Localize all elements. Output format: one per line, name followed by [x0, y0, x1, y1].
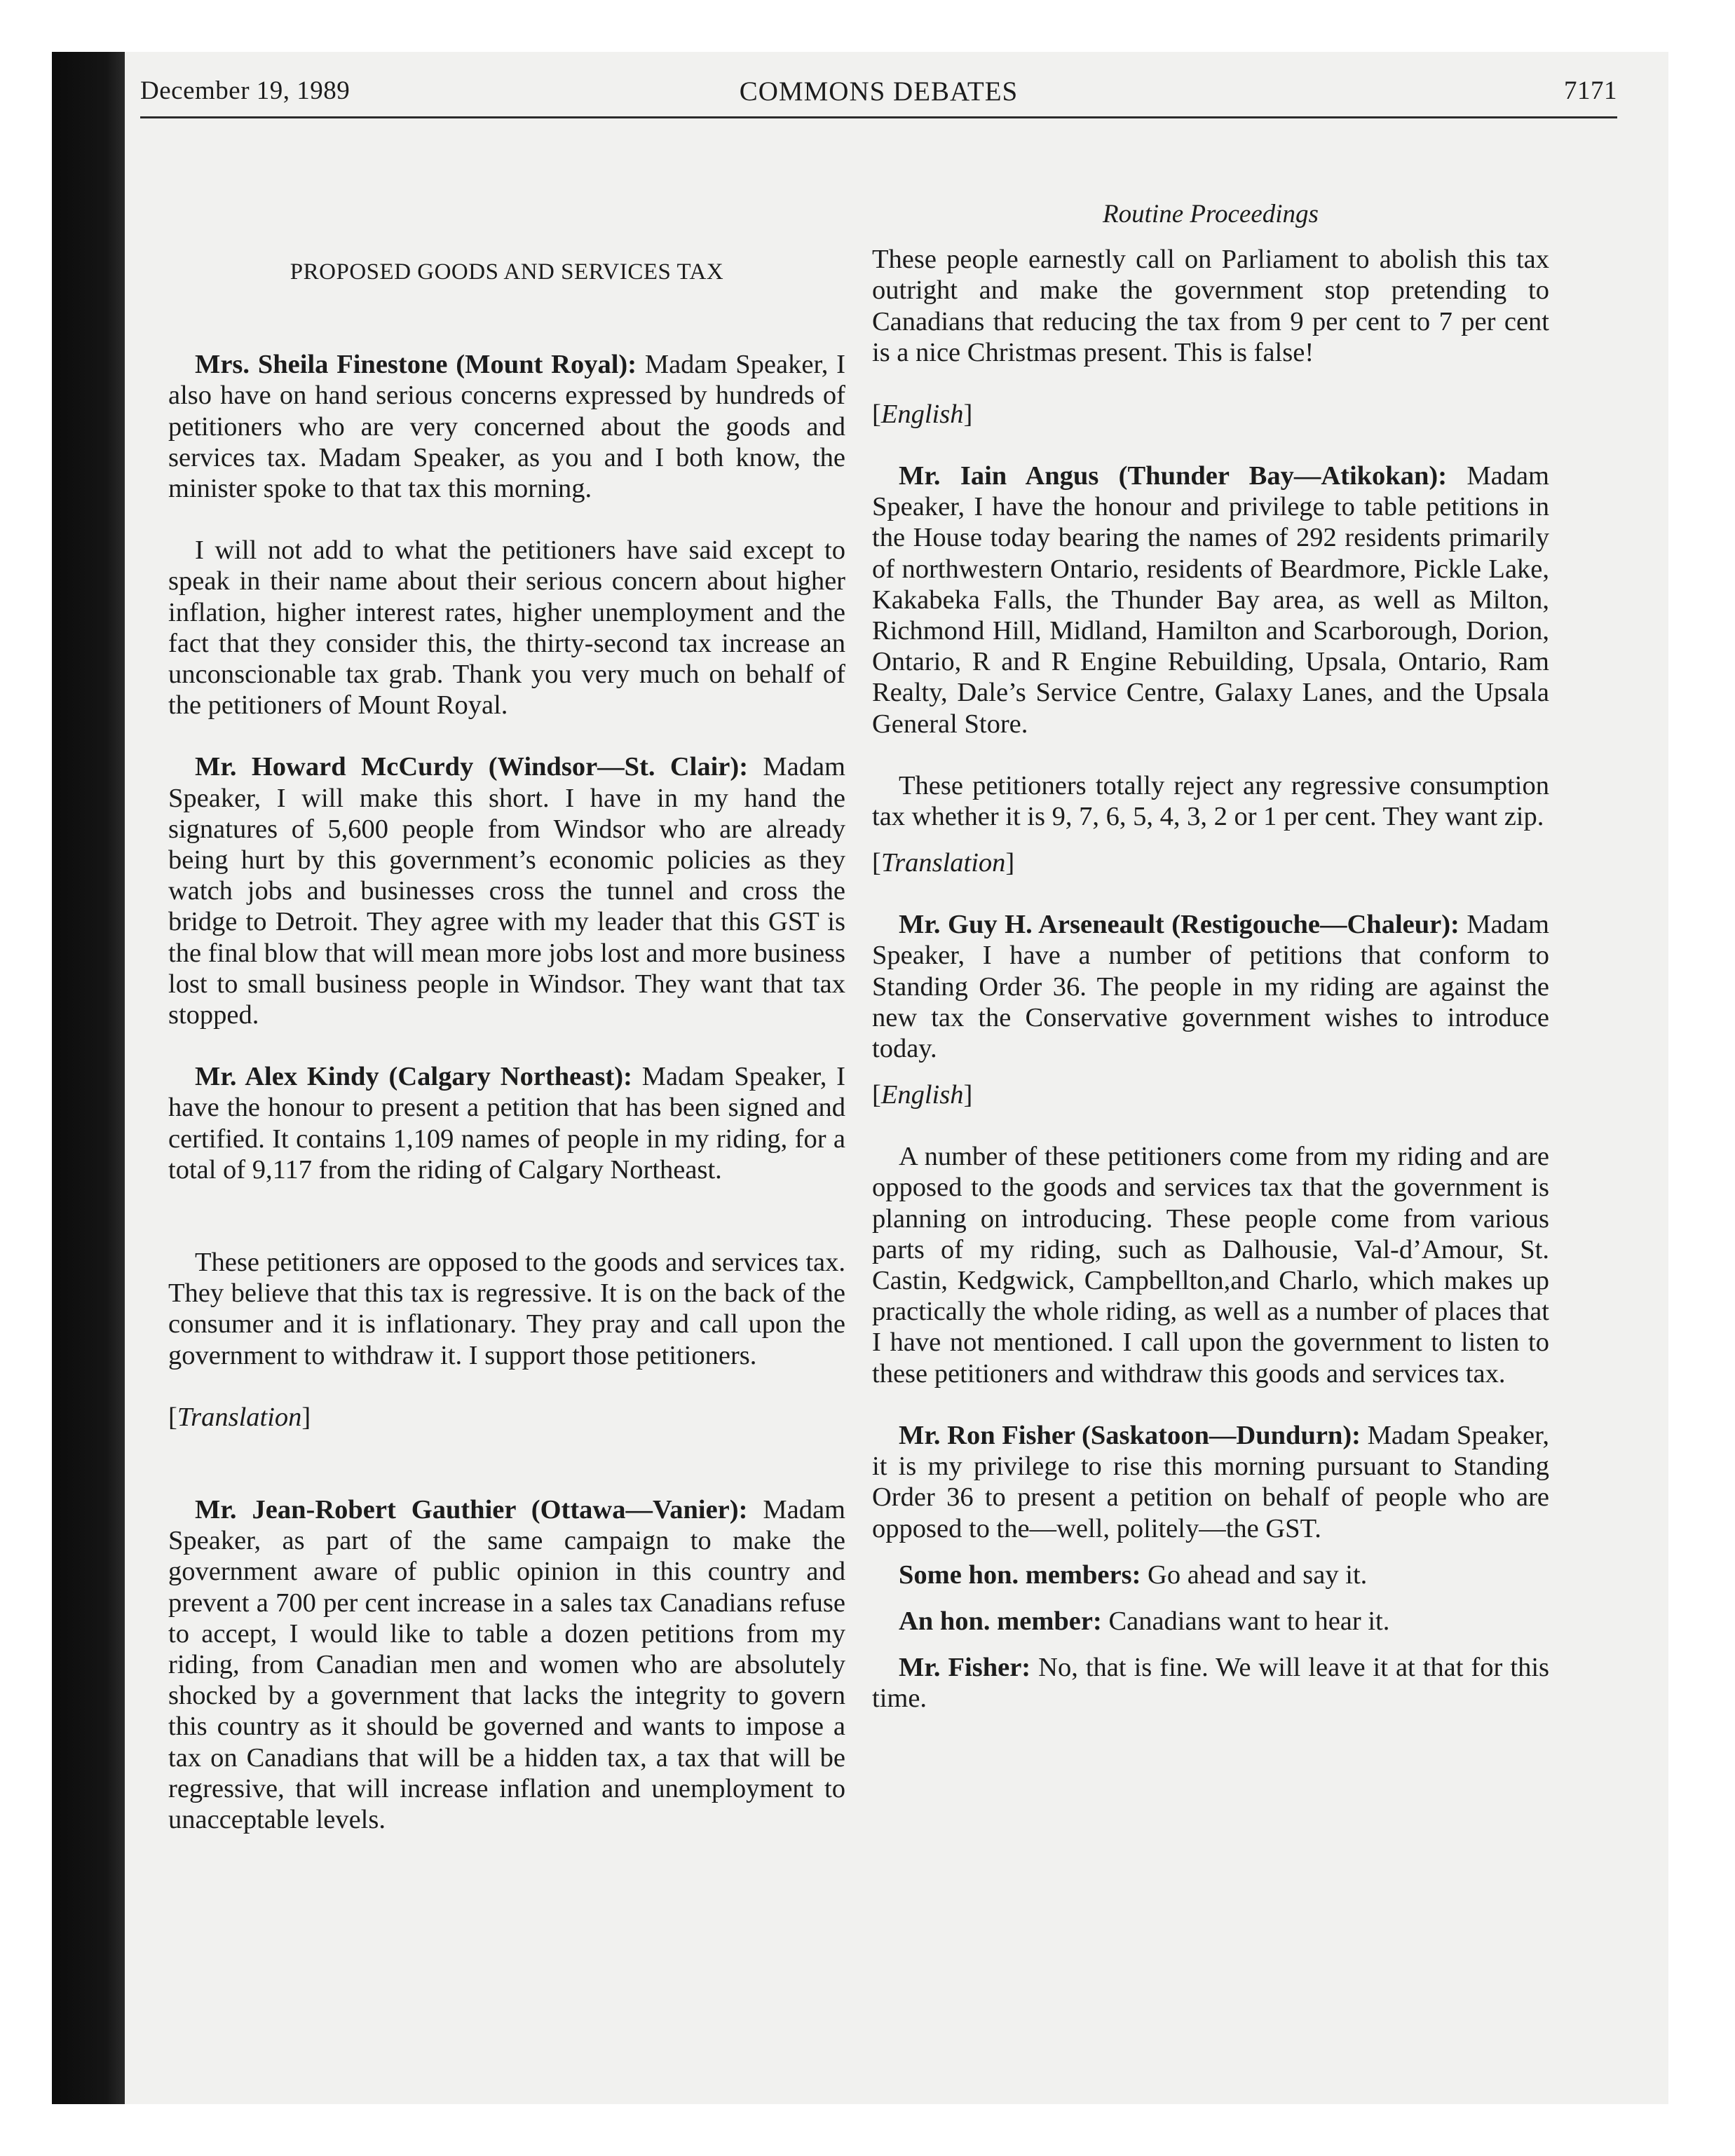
paragraph: [872, 1606, 1549, 1637]
paragraph-text: Go ahead and say it.: [1141, 1560, 1368, 1590]
speaker-name: Mr. Alex Kindy (Calgary Northeast):: [195, 1062, 632, 1092]
running-head: Routine Proceedings: [1103, 200, 1319, 228]
paragraph-text: Madam Speaker, I have a number of petitions that conform to Standing Order 36. The people in my riding are against the new tax the Conservative government wishes to introduce today.: [872, 910, 1549, 1064]
binding-shadow: [52, 52, 125, 2104]
paragraph: [872, 460, 1549, 739]
paragraph: These petitioners totally reject any regressive consumption tax whether it is 9, 7, 6, 5, 4, 3, 2 or 1 per cent. They want zip.: [872, 770, 1549, 832]
paragraph-text: Madam Speaker, I also have on hand serious concerns expressed by hundreds of petitioners who are very concerned about the goods and services tax. Madam Speaker, as you and I both know, the minister spoke to that tax this morning.: [168, 350, 845, 504]
speaker-name: Some hon. members:: [899, 1560, 1141, 1590]
language-marker: [Translation]: [168, 1402, 311, 1432]
paragraph: These petitioners are opposed to the goods and services tax. They believe that this tax is regressive. It is on the back of the consumer and it is inflationary. They pray and call upon the government to withdraw it. I support those petitioners.: [168, 1248, 845, 1370]
paragraph: [872, 1560, 1549, 1590]
header-title: COMMONS DEBATES: [739, 76, 1019, 107]
page-number: 7171: [1564, 76, 1617, 105]
paragraph-text: Canadians want to hear it.: [1101, 1606, 1390, 1636]
language-marker: [Translation]: [872, 848, 1015, 878]
header-rule: [140, 116, 1617, 118]
paragraph-text: Madam Speaker, I have the honour and privilege to table petitions in the House today bearing the names of 292 residents primarily of northwestern Ontario, residents of Beardmore, Pickle Lake, Kakabeka Falls, the Thunder Bay area, as well as Milton, Richmond Hill, Midland, Hamilton and Scarborough, Dorion, Ontario, R and R Engine Rebuilding, Upsala, Ontario, Ram Realty, Dale’s Service Centre, Galaxy Lanes, and the Upsala General Store.: [872, 461, 1549, 739]
speaker-name: Mr. Jean-Robert Gauthier (Ottawa—Vanier):: [195, 1494, 748, 1524]
language-label: Translation: [177, 1402, 302, 1432]
paragraph: These people earnestly call on Parliament to abolish this tax outright and make the government stop pretending to Canadians that reducing the tax from 9 per cent to 7 per cent is a nice Christmas present. This is false!: [872, 245, 1549, 367]
paragraph: A number of these petitioners come from my riding and are opposed to the goods and services tax that the government is planning on introducing. These people come from various parts of my riding, such as Dalhousie, Val-d’Amour, St. Castin, Kedgwick, Campbellton,and Charlo, which makes up practically the whole riding, as well as a number of places that I have not mentioned. I call upon the government to listen to these petitioners and withdraw this goods and services tax.: [872, 1142, 1549, 1389]
left-column: [168, 158, 845, 1835]
language-label: English: [880, 400, 964, 430]
speaker-name: An hon. member:: [899, 1606, 1102, 1636]
speaker-name: Mr. Ron Fisher (Saskatoon—Dundurn):: [899, 1420, 1361, 1450]
page-header: [140, 76, 1617, 115]
paragraph: [168, 349, 845, 504]
speaker-name: Mr. Howard McCurdy (Windsor—St. Clair):: [195, 752, 749, 782]
language-label: English: [880, 1080, 964, 1110]
paragraph-text: Madam Speaker, I will make this short. I have in my hand the signatures of 5,600 people from Windsor who are already being hurt by this government’s economic policies as they watch jobs and businesses cross the tunnel and cross the bridge to Detroit. They agree with my leader that this GST is the final blow that will mean more jobs lost and more business lost to small business people in Windsor. They want that tax stopped.: [168, 752, 845, 1030]
paragraph-text: Madam Speaker, it is my privilege to rise this morning pursuant to Standing Order 36 to present a petition on behalf of people who are opposed to the—well, politely—the GST.: [872, 1420, 1549, 1543]
paragraph: [168, 751, 845, 1030]
paragraph: [872, 1652, 1549, 1714]
speaker-name: Mr. Iain Angus (Thunder Bay—Atikokan):: [899, 461, 1448, 491]
speaker-name: Mr. Fisher:: [899, 1653, 1031, 1683]
speaker-name: Mrs. Sheila Finestone (Mount Royal):: [195, 350, 637, 380]
paragraph: [168, 1061, 845, 1185]
paragraph: [872, 909, 1549, 1064]
paragraph-text: Madam Speaker, I have the honour to present a petition that has been signed and certified. It contains 1,109 names of people in my riding, for a total of 9,117 from the riding of Calgary Northeast.: [168, 1062, 846, 1185]
paragraph-text: Madam Speaker, as part of the same campaign to make the government aware of public opinion in this country and prevent a 700 per cent increase in a sales tax Canadians refuse to accept, I would like to table a dozen petitions from my riding, from Canadian men and women who are absolutely shocked by a government that lacks the integrity to govern this country as it should be governed and wants to impose a tax on Canadians that will be a hidden tax, a tax that will be regressive, that will increase inflation and unemployment to unacceptable levels.: [168, 1494, 845, 1834]
paragraph: [168, 1494, 845, 1835]
paragraph: I will not add to what the petitioners have said except to speak in their name about their serious concern about higher inflation, higher interest rates, higher unemployment and the fact that they consider this, the thirty-second tax increase an unconscionable tax grab. Thank you very much on behalf of the petitioners of Mount Royal.: [168, 535, 845, 721]
right-column: [872, 158, 1549, 1714]
section-heading: PROPOSED GOODS AND SERVICES TAX: [290, 259, 724, 285]
speaker-name: Mr. Guy H. Arseneault (Restigouche—Chaleur):: [899, 910, 1460, 940]
paragraph: [872, 1420, 1549, 1544]
header-date: December 19, 1989: [140, 76, 351, 105]
language-marker: [English]: [872, 1080, 973, 1110]
paragraph-text: No, that is fine. We will leave it at that for this time.: [872, 1653, 1550, 1714]
language-label: Translation: [880, 848, 1006, 878]
language-marker: [English]: [872, 400, 973, 430]
